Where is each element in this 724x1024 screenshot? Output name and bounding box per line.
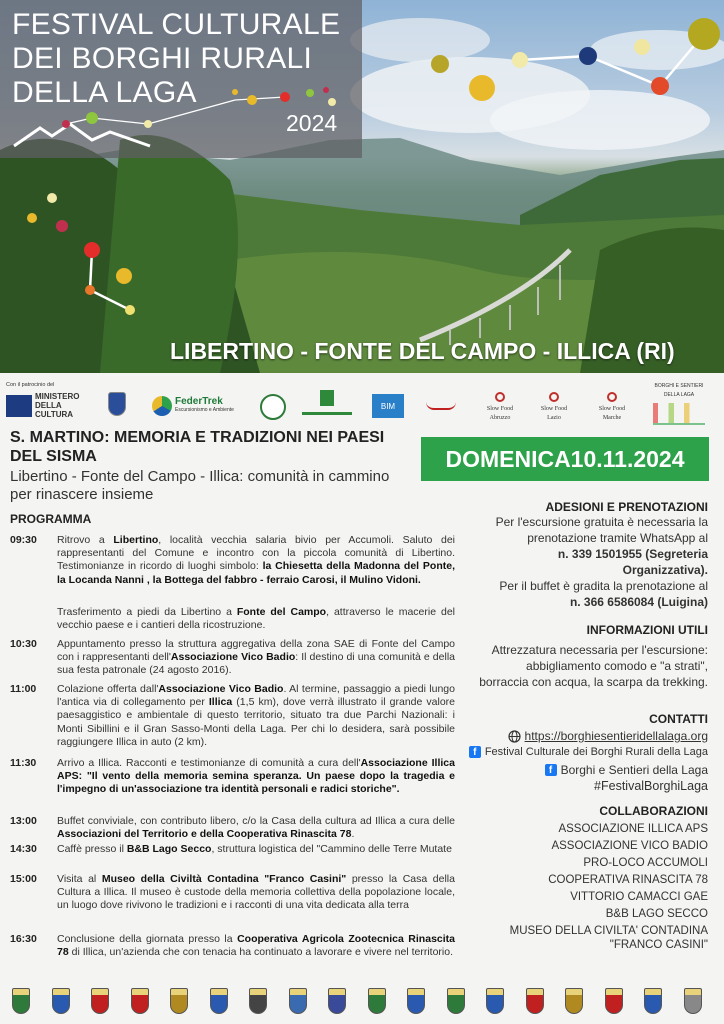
adesioni-text-2: Per il buffet è gradita la prenotazione al [499, 579, 708, 593]
snail-icon [549, 392, 559, 402]
schedule-description: Appuntamento presso la struttura aggregativa della zona SAE di Fonte del Campo con i rappresentanti dell'Associazione Vico Badio: Il destino di una comunità e della sua festa patronale (24 agosto 2016). [57, 638, 455, 677]
festival-title-line-2: DEI BORGHI RURALI [12, 42, 313, 75]
parco-logo-icon [260, 394, 286, 420]
schedule-time: 11:30 [10, 757, 37, 769]
patrocinio-label: Con il patrocinio del [6, 382, 55, 388]
schedule-description: Arrivo a Illica. Racconti e testimonianze di comunità a cura dell'Associazione Illica APS: "Il vento della memoria semina speranza. Un paese dopo la tragedia e l'impegno di un'associazione tra identità personali e radici storiche". [57, 757, 455, 796]
title-decoration-icon [0, 0, 362, 158]
event-locations: LIBERTINO - FONTE DEL CAMPO - ILLICA (RI) [170, 338, 675, 364]
contatti-heading: CONTATTI [649, 712, 708, 726]
event-date: DOMENICA10.11.2024 [421, 437, 709, 481]
hashtag: #FestivalBorghiLaga [594, 779, 708, 793]
info-heading: INFORMAZIONI UTILI [586, 623, 708, 637]
schedule-time: 13:00 [10, 815, 37, 827]
federtrek-logo [152, 396, 234, 416]
associazione-logo-icon [426, 402, 456, 410]
facebook-festival-label[interactable]: Festival Culturale dei Borghi Rurali della Laga [484, 746, 708, 758]
ministero-line-1: MINISTERO [35, 392, 80, 401]
crest-icon [12, 988, 30, 1014]
crest-icon [447, 988, 465, 1014]
schedule-description: Visita al Museo della Civiltà Contadina "Franco Casini" presso la Casa della Cultura a Illica. Il museo è custode della memoria collettiva della popolazione locale, un luogo dove rivivono le tradizioni e i racconti di una vita dedicata alla terra [57, 873, 455, 912]
schedule-time: 11:00 [10, 683, 37, 695]
info-text: Attrezzatura necessaria per l'escursione: abbigliamento comodo e "a strati", borraccia con acqua, la scarpa da trekking. [479, 643, 708, 689]
adesioni-phone-1[interactable]: n. 339 1501955 (Segreteria Organizzativa). [557, 547, 708, 577]
ministero-icon [6, 395, 32, 417]
facebook-icon: f [545, 764, 557, 776]
collab-item: MUSEO DELLA CIVILTA' CONTADINA [509, 925, 708, 937]
snail-icon [607, 392, 617, 402]
facebook-icon: f [469, 746, 481, 758]
program-heading: PROGRAMMA [10, 512, 92, 526]
crest-icon [486, 988, 504, 1014]
crest-icon [170, 988, 188, 1014]
crest-icon [289, 988, 307, 1014]
facebook-borghi-link[interactable] [545, 763, 708, 777]
federtrek-icon [152, 396, 172, 416]
crest-icon [407, 988, 425, 1014]
collab-item: "FRANCO CASINI" [609, 939, 708, 951]
schedule-description: Trasferimento a piedi da Libertino a Fonte del Campo, attraverso le macerie del vecchio paese e i cantieri della ricostruzione. [57, 606, 455, 632]
hero-banner [0, 0, 724, 373]
borghi-sentieri-label: BORGHI E SENTIERI DELLA LAGA [654, 383, 704, 398]
snail-icon [495, 392, 505, 402]
event-subtitle: Libertino - Fonte del Campo - Illica: comunità in cammino per rinascere insieme [10, 468, 390, 503]
schedule-time: 16:30 [10, 933, 37, 945]
ministero-cultura-logo [6, 392, 79, 419]
regione-crest-icon [108, 392, 126, 416]
adesioni-phone-2[interactable]: n. 366 6586084 (Luigina) [569, 595, 708, 609]
adesioni-text-1: Per l'escursione gratuita è necessaria la prenotazione tramite WhatsApp al [495, 515, 708, 545]
crest-icon [684, 988, 702, 1014]
crest-icon [526, 988, 544, 1014]
schedule-description: Colazione offerta dall'Associazione Vico Badio. Al termine, passaggio a piedi lungo l'antica via di collegamento per Illica (1,5 km), dove verrà illustrato il grande valore paesaggistico e ambientale di questo territorio, situato tra due Parchi Nazionali: i Monti Sibillini e il Gran Sasso-Monti della Laga. Per chi lo desidera, sarà possibile raggiungere Illica in auto (2 km). [57, 683, 455, 748]
schedule-time: 10:30 [10, 638, 37, 650]
facebook-festival-link[interactable] [469, 746, 708, 758]
slowfood-lazio-label: Slow Food Lazio [540, 406, 568, 421]
slowfood-marche-logo [590, 392, 634, 423]
crest-icon [328, 988, 346, 1014]
crest-icon [210, 988, 228, 1014]
crest-icon [368, 988, 386, 1014]
federtrek-subtitle: Escursionismo e Ambiente [175, 407, 234, 413]
municipality-crests [0, 988, 724, 1022]
collab-item: ASSOCIAZIONE VICO BADIO [551, 840, 708, 852]
schedule-time: 09:30 [10, 534, 37, 546]
schedule-time: 14:30 [10, 843, 37, 855]
schedule-time: 15:00 [10, 873, 37, 885]
facebook-borghi-label[interactable]: Borghi e Sentieri della Laga [560, 763, 708, 777]
parco-nazionale-logo-icon [300, 390, 354, 420]
borghi-sentieri-logo [650, 382, 708, 425]
bim-logo [372, 394, 404, 418]
slowfood-marche-label: Slow Food Marche [598, 406, 626, 421]
ministero-line-3: CULTURA [35, 410, 74, 419]
schedule-description: Buffet conviviale, con contributo libero, c/o la Casa della cultura ad Illica a cura delle Associazioni del Territorio e della Cooperativa Rinascita 78. [57, 815, 455, 841]
adesioni-heading: ADESIONI E PRENOTAZIONI [545, 500, 708, 514]
federtrek-name: FederTrek [175, 396, 223, 407]
globe-icon [508, 730, 521, 743]
festival-title-line-1: FESTIVAL CULTURALE [12, 8, 341, 41]
sponsor-logos [0, 378, 724, 426]
slowfood-abruzzo-label: Slow Food Abruzzo [486, 406, 514, 421]
collab-item: COOPERATIVA RINASCITA 78 [548, 874, 708, 886]
website-url[interactable]: https://borghiesentieridellalaga.org [524, 729, 708, 743]
bim-label: BIM [372, 394, 404, 418]
event-title: S. MARTINO: MEMORIA E TRADIZIONI NEI PAESI DEL SISMA [10, 429, 385, 465]
collab-item: PRO-LOCO ACCUMOLI [583, 857, 708, 869]
schedule-description: Conclusione della giornata presso la Cooperativa Agricola Zootecnica Rinascita 78 di Illica, un'azienda che con tenacia ha continuato a lavorare e vivere nel territorio. [57, 933, 455, 959]
collab-item: B&B LAGO SECCO [605, 908, 708, 920]
crest-icon [131, 988, 149, 1014]
slowfood-lazio-logo [534, 392, 574, 423]
collab-item: ASSOCIAZIONE ILLICA APS [558, 823, 708, 835]
crest-icon [565, 988, 583, 1014]
festival-title-line-3: DELLA LAGA [12, 76, 197, 109]
ministero-line-2: DELLA [35, 401, 62, 410]
crest-icon [644, 988, 662, 1014]
website-link[interactable] [508, 729, 708, 743]
slowfood-abruzzo-logo [478, 392, 522, 423]
festival-year: 2024 [286, 110, 338, 136]
crest-icon [52, 988, 70, 1014]
festival-title-box [0, 0, 362, 158]
crest-icon [249, 988, 267, 1014]
borghi-mountain-icon [653, 403, 705, 425]
collab-item: VITTORIO CAMACCI GAE [570, 891, 708, 903]
schedule-description: Caffè presso il B&B Lago Secco, struttura logistica del "Cammino delle Terre Mutate [57, 843, 452, 855]
schedule-description: Ritrovo a Libertino, località vecchia salaria bivio per Accumoli. Saluto dei rappresentanti del Comune e incontro con la piccola comunità di Libertino. Testimonianze in ricordo di luoghi simbolo: la Chiesetta della Madonna del Ponte, la Locanda Nanni , la Bottega del fabbro - ferraio Carosi, il Mulino Vidoni. [57, 534, 455, 586]
crest-icon [91, 988, 109, 1014]
crest-icon [605, 988, 623, 1014]
collaborazioni-heading: COLLABORAZIONI [599, 804, 708, 818]
